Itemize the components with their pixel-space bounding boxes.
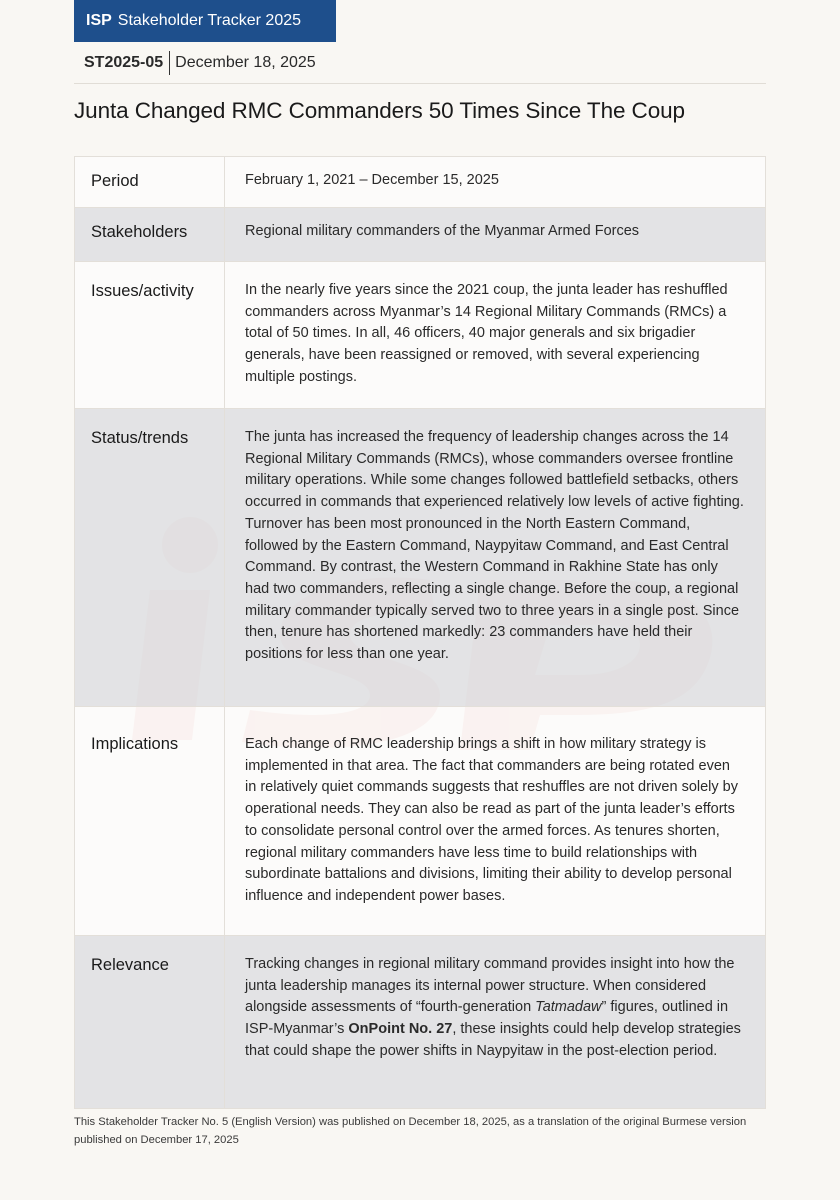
relevance-text: Tracking changes in regional military command provides insight into how the junta leadership manages its internal power structure. When considered alongside assessments of “fourth-generation (245, 956, 735, 1016)
row-label: Relevance (75, 936, 225, 1109)
tracker-table (74, 156, 766, 1109)
row-label: Status/trends (75, 409, 225, 707)
header-divider (74, 83, 766, 84)
row-value: In the nearly five years since the 2021 coup, the junta leader has reshuffled commanders across Myanmar’s 14 Regional Military Commands (RMCs) a total of 50 times. In all, 46 officers, 40 major generals and six brigadier generals, have been reassigned or removed, with several experiencing multiple postings. (225, 262, 766, 409)
document-meta (84, 51, 316, 75)
table-row (75, 208, 766, 262)
document-code: ST2025-05 (84, 54, 164, 71)
row-value: Each change of RMC leadership brings a shift in how military strategy is implemented in that area. The fact that commanders are being rotated even in relatively quiet commands suggests that reshuffles are not driven solely by operational needs. They can also be read as part of the junta leader’s efforts to consolidate personal control over the armed forces. As tenures shorten, regional military commanders have less time to build relationships with subordinate battalions and divisions, limiting their ability to develop personal influence and independent power bases. (225, 707, 766, 936)
tracker-header-band (74, 0, 336, 42)
publication-date: December 18, 2025 (175, 54, 316, 71)
brand-name: ISP (86, 12, 112, 29)
row-label: Implications (75, 707, 225, 936)
tatmadaw-term: Tatmadaw (535, 999, 602, 1016)
page-title: Junta Changed RMC Commanders 50 Times Since The Coup (74, 98, 685, 123)
row-value: The junta has increased the frequency of leadership changes across the 14 Regional Military Commands (RMCs), whose commanders oversee frontline military operations. While some changes followed battlefield setbacks, others occurred in commands that experienced relatively low levels of active fighting. Turnover has been most pronounced in the North Eastern Command, followed by the Eastern Command, Naypyitaw Command, and East Central Command. By contrast, the Western Command in Rakhine State has only had two commanders, reflecting a single change. Before the coup, a regional military commander typically served two to three years in a single post. Since then, tenure has shortened markedly: 23 commanders have held their positions for less than one year. (225, 409, 766, 707)
onpoint-reference: OnPoint No. 27 (348, 1021, 453, 1038)
relevance-text: ” figures, outlined in ISP-Myanmar’s (245, 999, 729, 1038)
publication-note: This Stakeholder Tracker No. 5 (English Version) was published on December 18, 2025, as a translation of the original Burmese version published on December 17, 2025 (74, 1116, 747, 1146)
row-label: Period (75, 157, 225, 208)
table-row (75, 409, 766, 707)
row-value (225, 936, 766, 1109)
row-value: Regional military commanders of the Myanmar Armed Forces (225, 208, 766, 262)
table-row (75, 157, 766, 208)
row-value: February 1, 2021 – December 15, 2025 (225, 157, 766, 208)
relevance-text: , these insights could help develop strategies that could shape the power shifts in Naypyitaw in the post-election period. (245, 1021, 741, 1059)
table-row (75, 707, 766, 936)
tracker-series-title: Stakeholder Tracker 2025 (117, 12, 302, 29)
table-row (75, 262, 766, 409)
row-label: Issues/activity (75, 262, 225, 409)
row-label: Stakeholders (75, 208, 225, 262)
table-row (75, 936, 766, 1109)
meta-separator (169, 51, 170, 75)
